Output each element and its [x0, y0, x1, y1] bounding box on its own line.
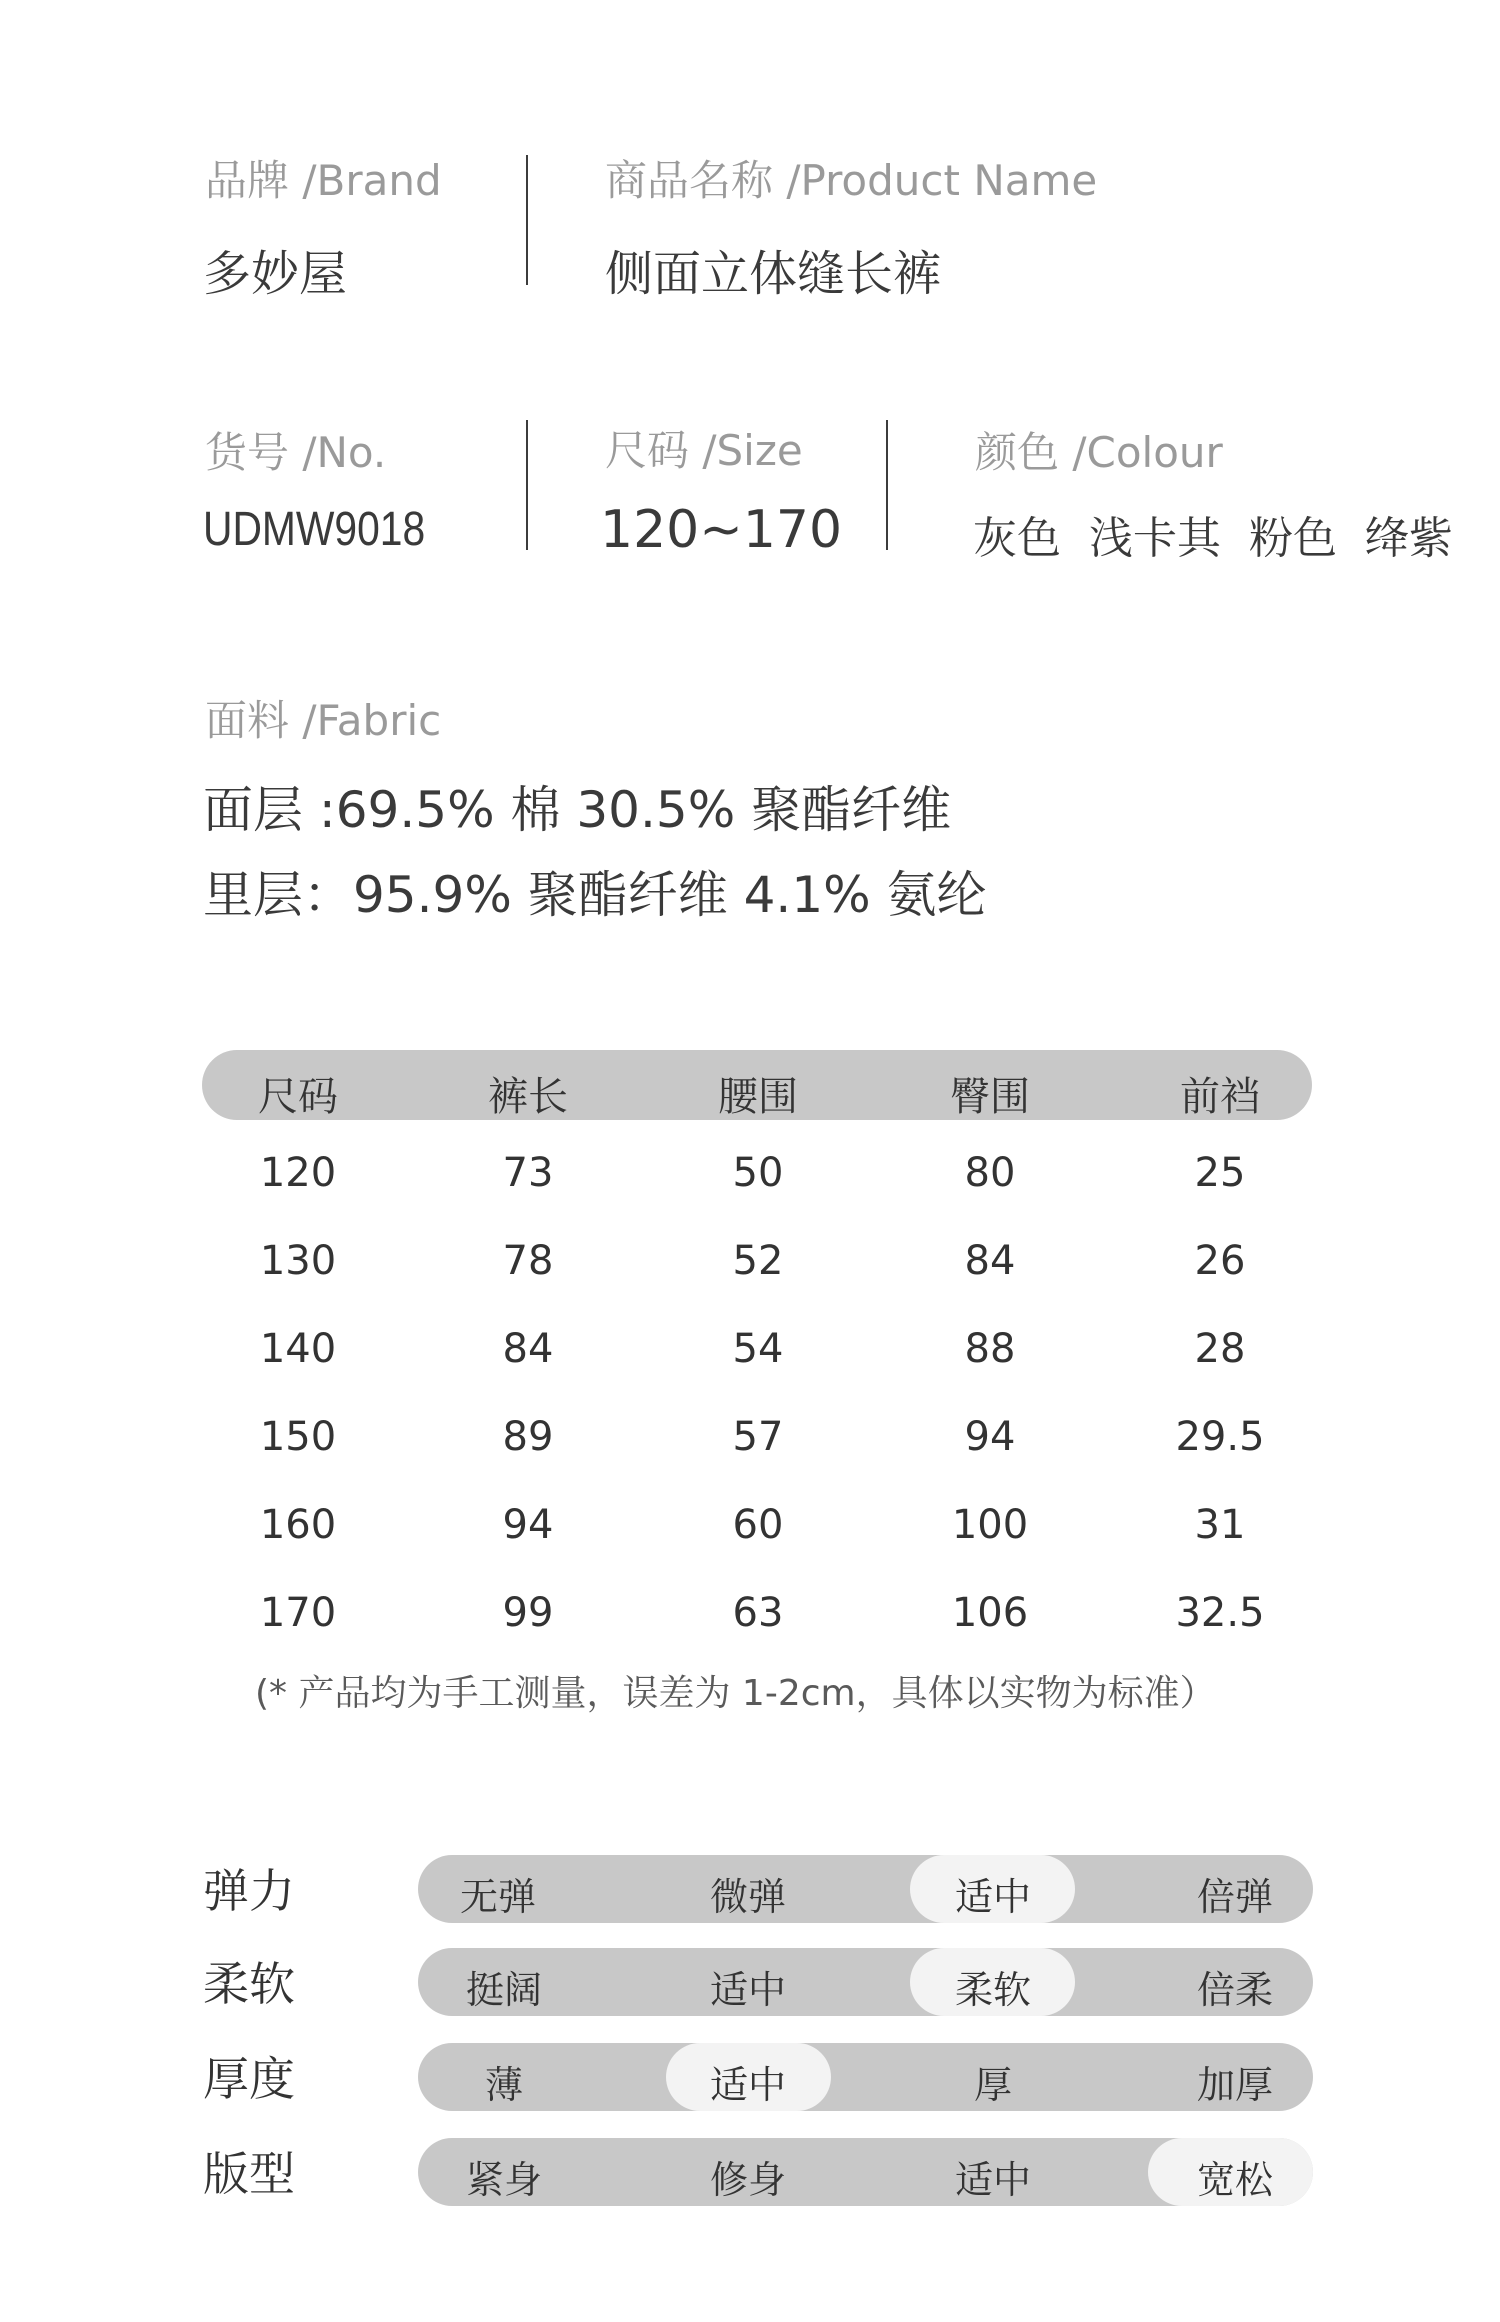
table-cell: 140 — [259, 1326, 337, 1372]
item-no-label: 货号 /No. — [205, 428, 387, 477]
measurement-note: (* 产品均为手工测量，误差为 1-2cm，具体以实物为标准） — [255, 1673, 1216, 1714]
table-cell: 80 — [964, 1150, 1016, 1196]
table-cell: 150 — [259, 1414, 337, 1460]
table-cell: 100 — [951, 1502, 1029, 1548]
colour-label: 颜色 /Colour — [975, 428, 1223, 477]
brand-label: 品牌 /Brand — [205, 156, 442, 205]
scale-option: 薄 — [484, 2063, 523, 2107]
item-no-value: UDMW9018 — [203, 503, 426, 556]
size-value: 120~170 — [600, 500, 843, 560]
table-cell: 26 — [1194, 1238, 1246, 1284]
fabric-outer: 面层 :69.5% 棉 30.5% 聚酯纤维 — [203, 781, 952, 839]
scale-option: 柔软 — [954, 1968, 1031, 2012]
scale-option: 挺阔 — [465, 1968, 542, 2012]
table-cell: 106 — [951, 1590, 1029, 1636]
scale-option: 加厚 — [1196, 2063, 1273, 2107]
table-cell: 29.5 — [1175, 1414, 1265, 1460]
size-table-header: 前裆 — [1180, 1074, 1260, 1120]
product-name-value: 侧面立体缝长裤 — [605, 246, 942, 302]
table-cell: 170 — [259, 1590, 337, 1636]
scale-option: 倍弹 — [1196, 1875, 1273, 1919]
scale-option: 紧身 — [465, 2158, 542, 2202]
table-cell: 52 — [732, 1238, 784, 1284]
table-cell: 50 — [732, 1150, 784, 1196]
scale-option: 适中 — [954, 1875, 1031, 1919]
table-cell: 88 — [964, 1326, 1016, 1372]
scale-option: 适中 — [709, 1968, 786, 2012]
fabric-label: 面料 /Fabric — [205, 696, 442, 745]
table-cell: 25 — [1194, 1150, 1246, 1196]
fabric-inner: 里层：95.9% 聚酯纤维 4.1% 氨纶 — [203, 866, 987, 924]
attr-label-fit: 版型 — [203, 2147, 295, 2201]
product-name-label: 商品名称 /Product Name — [605, 156, 1098, 205]
scale-option: 宽松 — [1196, 2158, 1273, 2202]
attr-label-thickness: 厚度 — [203, 2052, 295, 2106]
table-cell: 130 — [259, 1238, 337, 1284]
colour-value: 灰色 浅卡其 粉色 绛紫 — [973, 513, 1453, 564]
divider — [886, 420, 888, 550]
table-cell: 73 — [502, 1150, 554, 1196]
size-table-header: 裤长 — [488, 1074, 568, 1120]
table-cell: 63 — [732, 1590, 784, 1636]
table-cell: 54 — [732, 1326, 784, 1372]
table-cell: 99 — [502, 1590, 554, 1636]
table-cell: 32.5 — [1175, 1590, 1265, 1636]
brand-value: 多妙屋 — [203, 246, 348, 302]
table-cell: 57 — [732, 1414, 784, 1460]
scale-option: 适中 — [709, 2063, 786, 2107]
divider — [526, 155, 528, 285]
size-label: 尺码 /Size — [605, 426, 803, 475]
table-cell: 89 — [502, 1414, 554, 1460]
size-table-header: 尺码 — [258, 1074, 338, 1120]
table-cell: 160 — [259, 1502, 337, 1548]
scale-option: 无弹 — [459, 1875, 536, 1919]
table-cell: 120 — [259, 1150, 337, 1196]
table-cell: 78 — [502, 1238, 554, 1284]
attr-label-softness: 柔软 — [203, 1957, 295, 2011]
scale-option: 适中 — [954, 2158, 1031, 2202]
scale-option: 倍柔 — [1196, 1968, 1273, 2012]
table-cell: 84 — [502, 1326, 554, 1372]
table-cell: 60 — [732, 1502, 784, 1548]
table-cell: 94 — [964, 1414, 1016, 1460]
table-cell: 28 — [1194, 1326, 1246, 1372]
size-table-header: 臀围 — [950, 1074, 1030, 1120]
attr-label-elasticity: 弹力 — [203, 1864, 295, 1918]
size-table-header: 腰围 — [718, 1074, 798, 1120]
scale-option: 厚 — [973, 2063, 1012, 2107]
table-cell: 84 — [964, 1238, 1016, 1284]
scale-option: 修身 — [709, 2158, 786, 2202]
divider — [526, 420, 528, 550]
scale-option: 微弹 — [709, 1875, 786, 1919]
table-cell: 31 — [1194, 1502, 1246, 1548]
table-cell: 94 — [502, 1502, 554, 1548]
